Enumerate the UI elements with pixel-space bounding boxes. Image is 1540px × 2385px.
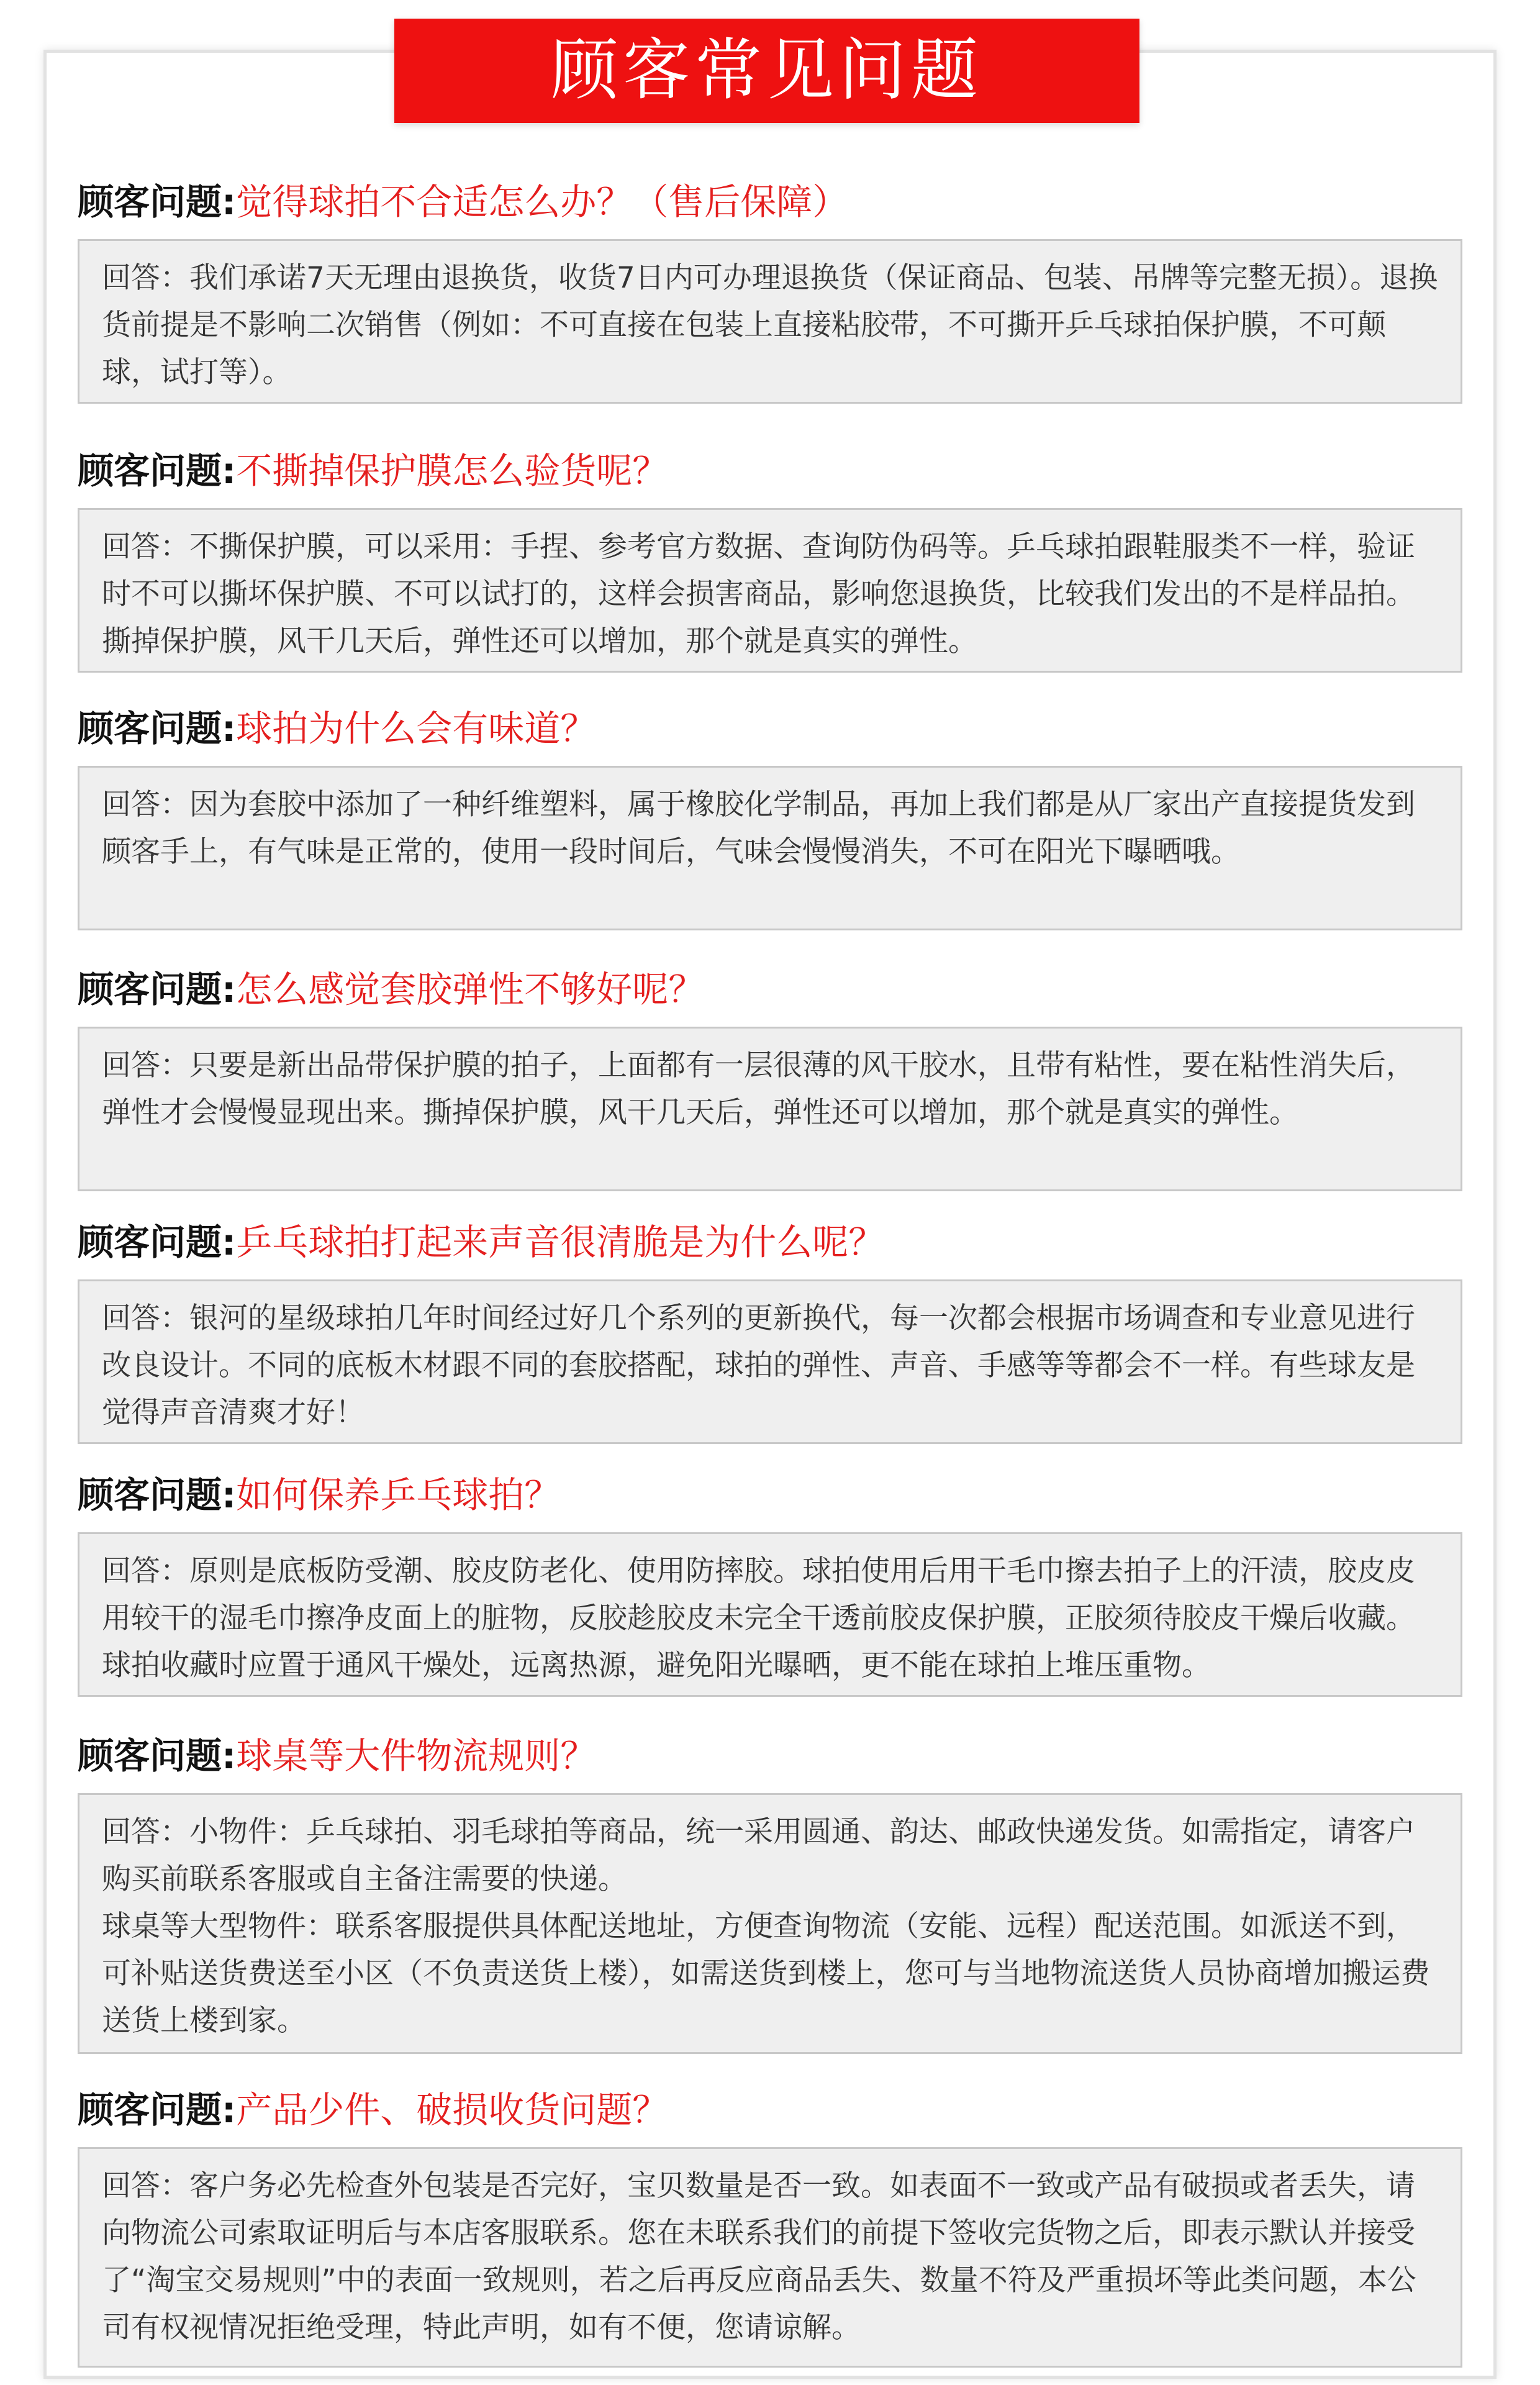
- question-prefix: 顾客问题:: [78, 2089, 237, 2131]
- question-prefix: 顾客问题:: [78, 1735, 237, 1777]
- question-text: 如何保养乒乓球拍？: [236, 1474, 561, 1516]
- question-heading: [78, 1458, 1462, 1532]
- answer-text: 回答：因为套胶中添加了一种纤维塑料，属于橡胶化学制品，再加上我们都是从厂家出产直接提货发到顾客手上，有气味是正常的，使用一段时间后，气味会慢慢消失，不可在阳光下曝晒哦。: [102, 788, 1415, 869]
- faq-item-5: [78, 1205, 1462, 1444]
- faq-item-4: [78, 952, 1462, 1191]
- question-heading: [78, 1205, 1462, 1279]
- question-heading: [78, 1719, 1462, 1793]
- page-title: 顾客常见问题: [394, 19, 1139, 123]
- faq-item-6: [78, 1458, 1462, 1697]
- question-text: 产品少件、破损收货问题？: [236, 2089, 669, 2131]
- question-text: 球拍为什么会有味道？: [236, 707, 597, 750]
- answer-box: [78, 239, 1462, 404]
- question-text: 不撕掉保护膜怎么验货呢？: [236, 450, 669, 492]
- question-heading: [78, 434, 1462, 508]
- answer-box: [78, 1532, 1462, 1697]
- question-heading: [78, 691, 1462, 766]
- answer-box: [78, 2147, 1462, 2368]
- answer-text: 回答：我们承诺7天无理由退换货，收货7日内可办理退换货（保证商品、包装、吊牌等完整无损）。退换货前提是不影响二次销售（例如：不可直接在包装上直接粘胶带，不可撕开乒乓球拍保护膜，不可颠球，试打等）。: [102, 261, 1438, 389]
- answer-text: 回答：银河的星级球拍几年时间经过好几个系列的更新换代，每一次都会根据市场调查和专业意见进行改良设计。不同的底板木材跟不同的套胶搭配，球拍的弹性、声音、手感等等都会不一样。有些球友是觉得声音清爽才好！: [102, 1301, 1415, 1430]
- question-prefix: 顾客问题:: [78, 450, 237, 492]
- question-text: 觉得球拍不合适怎么办？（售后保障）: [236, 181, 849, 223]
- faq-item-7: [78, 1719, 1462, 2054]
- faq-item-2: [78, 434, 1462, 673]
- question-text: 乒乓球拍打起来声音很清脆是为什么呢？: [236, 1221, 885, 1263]
- answer-box: [78, 1027, 1462, 1191]
- answer-box: [78, 1279, 1462, 1444]
- faq-item-8: [78, 2073, 1462, 2368]
- answer-box: [78, 508, 1462, 673]
- answer-text: 回答：小物件：乒乓球拍、羽毛球拍等商品，统一采用圆通、韵达、邮政快递发货。如需指定，请客户购买前联系客服或自主备注需要的快递。: [102, 1815, 1415, 1896]
- question-prefix: 顾客问题:: [78, 181, 237, 223]
- answer-box: [78, 766, 1462, 930]
- faq-item-3: [78, 691, 1462, 930]
- question-heading: [78, 2073, 1462, 2147]
- question-prefix: 顾客问题:: [78, 968, 237, 1011]
- question-text: 怎么感觉套胶弹性不够好呢？: [236, 968, 705, 1011]
- answer-text: 球桌等大型物件：联系客服提供具体配送地址，方便查询物流（安能、远程）配送范围。如派送不到，可补贴送货费送至小区（不负责送货上楼），如需送货到楼上，您可与当地物流送货人员协商增加搬运费送货上楼到家。: [102, 1909, 1430, 2038]
- answer-text: 回答：只要是新出品带保护膜的拍子，上面都有一层很薄的风干胶水，且带有粘性，要在粘性消失后，弹性才会慢慢显现出来。撕掉保护膜，风干几天后，弹性还可以增加，那个就是真实的弹性。: [102, 1048, 1415, 1130]
- question-heading: [78, 952, 1462, 1027]
- question-heading: [78, 165, 1462, 239]
- question-text: 球桌等大件物流规则？: [236, 1735, 597, 1777]
- answer-box: [78, 1793, 1462, 2054]
- answer-text: 回答：不撕保护膜，可以采用：手捏、参考官方数据、查询防伪码等。乒乓球拍跟鞋服类不一样，验证时不可以撕坏保护膜、不可以试打的，这样会损害商品，影响您退换货，比较我们发出的不是样品拍。撕掉保护膜，风干几天后，弹性还可以增加，那个就是真实的弹性。: [102, 530, 1415, 658]
- question-prefix: 顾客问题:: [78, 1221, 237, 1263]
- question-prefix: 顾客问题:: [78, 707, 237, 750]
- faq-item-1: [78, 165, 1462, 404]
- answer-text: 回答：客户务必先检查外包装是否完好，宝贝数量是否一致。如表面不一致或产品有破损或者丢失，请向物流公司索取证明后与本店客服联系。您在未联系我们的前提下签收完货物之后，即表示默认并接受了“淘宝交易规则”中的表面一致规则，若之后再反应商品丢失、数量不符及严重损坏等此类问题，本公司有权视情况拒绝受理，特此声明，如有不便，您请谅解。: [102, 2169, 1416, 2345]
- question-prefix: 顾客问题:: [78, 1474, 237, 1516]
- answer-text: 回答：原则是底板防受潮、胶皮防老化、使用防摔胶。球拍使用后用干毛巾擦去拍子上的汗渍，胶皮皮用较干的湿毛巾擦净皮面上的脏物，反胶趁胶皮未完全干透前胶皮保护膜，正胶须待胶皮干燥后收藏。球拍收藏时应置于通风干燥处，远离热源，避免阳光曝晒，更不能在球拍上堆压重物。: [102, 1554, 1415, 1683]
